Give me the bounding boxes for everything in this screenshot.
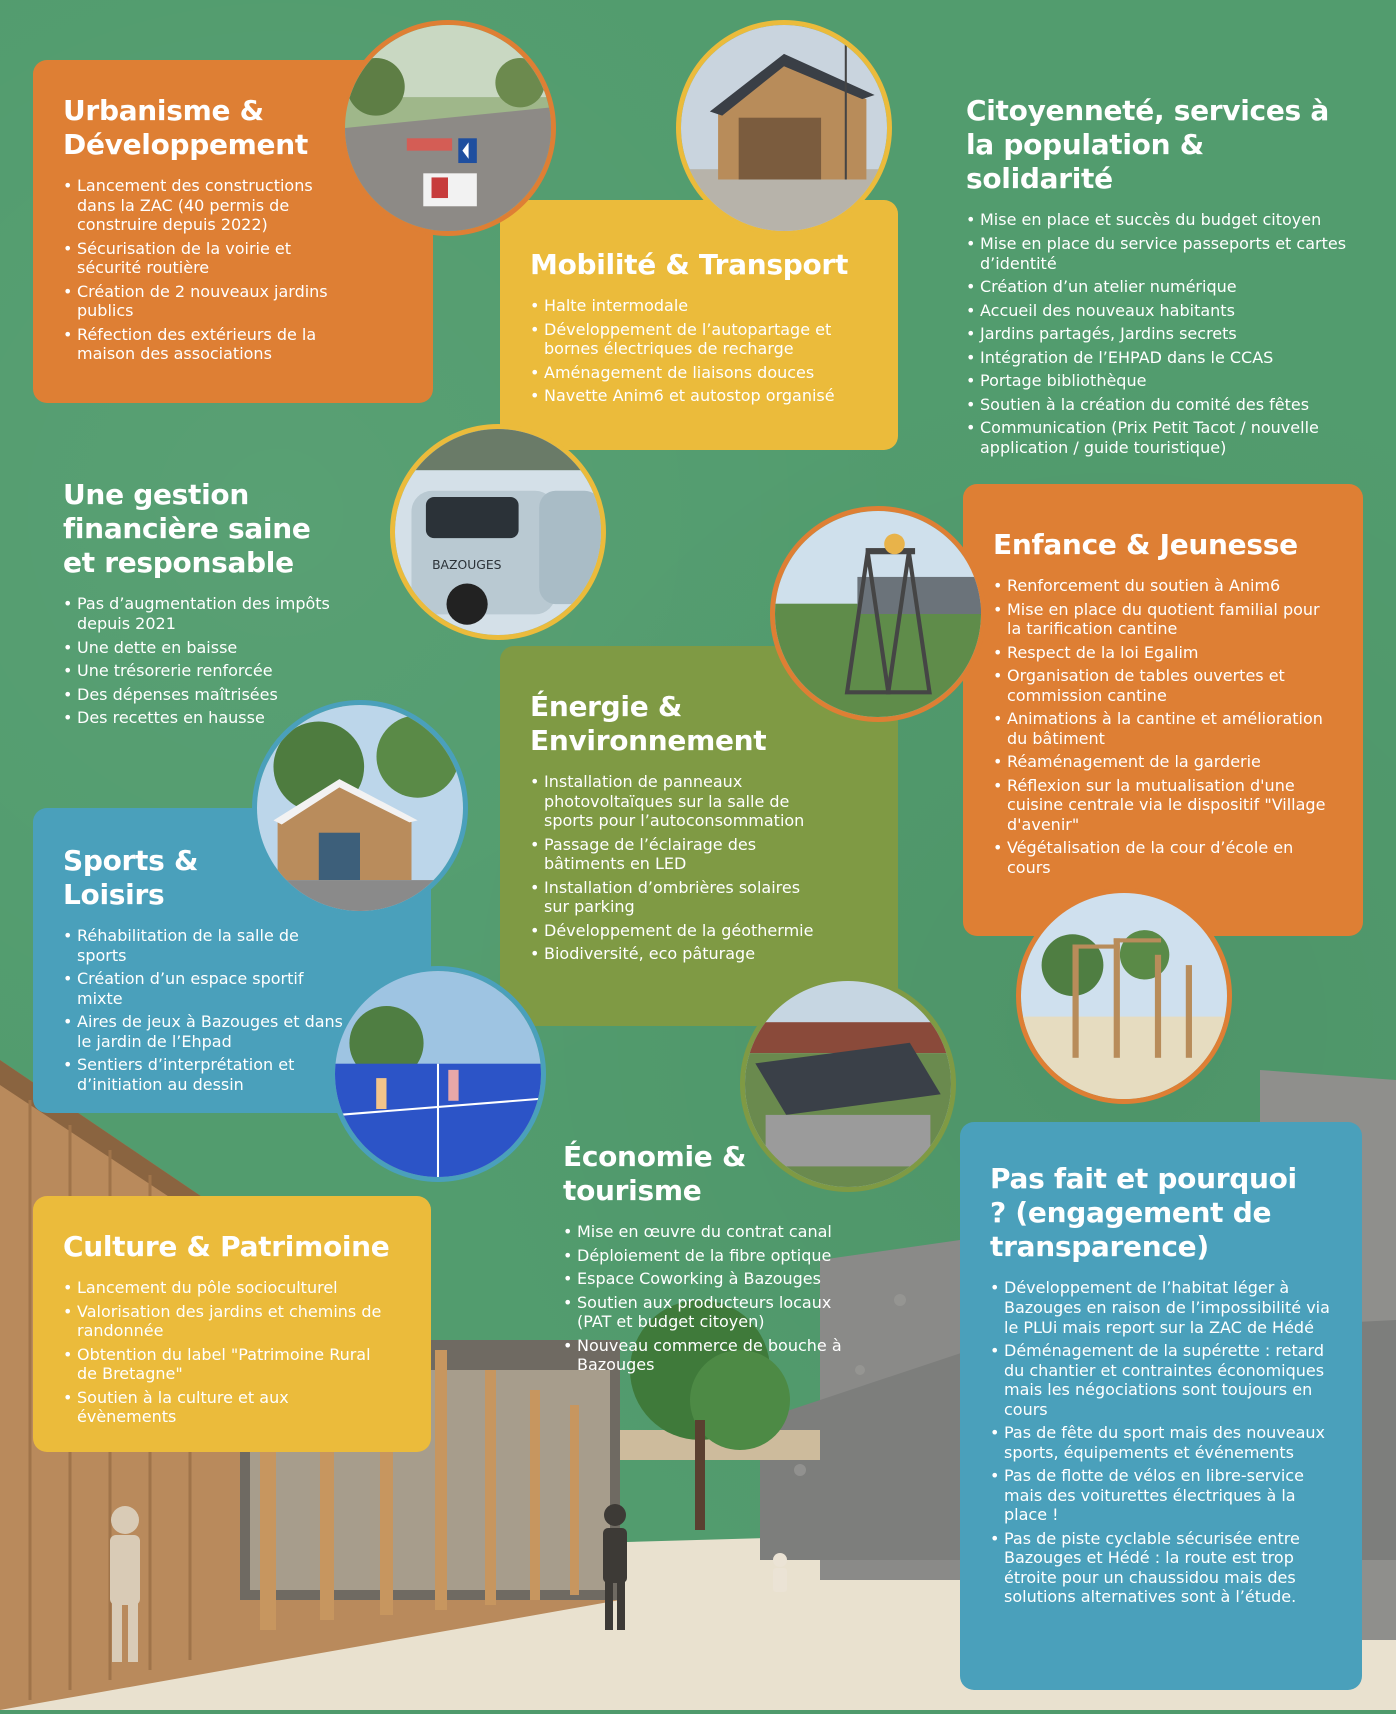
list-item: • Installation d’ombrières solaires sur parking [530, 878, 830, 917]
list-item: • Navette Anim6 et autostop organisé [530, 386, 868, 406]
mobilite-title: Mobilité & Transport [530, 248, 849, 281]
list-item: • Création d’un atelier numérique [966, 277, 1356, 297]
pasfait-list [990, 1278, 1332, 1606]
card-citoyennete [936, 64, 1376, 457]
list-item: • Pas de flotte de vélos en libre-service mais des voiturettes électriques à la place ! [990, 1466, 1332, 1525]
citoyennete-list [966, 210, 1356, 457]
photo-wooden-shelter [676, 20, 892, 236]
mobilite-list [530, 296, 868, 406]
list-item: • Renforcement du soutien à Anim6 [993, 576, 1333, 596]
list-item: • Jardins partagés, Jardins secrets [966, 324, 1356, 344]
enfance-list [993, 576, 1333, 877]
list-item: • Mise en place et succès du budget citoyen [966, 210, 1356, 230]
list-item: • Une dette en baisse [63, 638, 333, 658]
list-item: • Une trésorerie renforcée [63, 661, 333, 681]
list-item: • Animations à la cantine et amélioration du bâtiment [993, 709, 1333, 748]
list-item: • Développement de l’autopartage et bornes électriques de recharge [530, 320, 868, 359]
list-item: • Soutien aux producteurs locaux (PAT et budget citoyen) [563, 1293, 853, 1332]
photo-solar-carport [740, 976, 956, 1192]
economie-list [563, 1222, 853, 1375]
photo-padel-court [330, 966, 546, 1182]
photo-climbing-frame [1016, 888, 1232, 1104]
energie-title: Énergie & Environnement [530, 690, 767, 758]
card-gestion [33, 448, 353, 738]
list-item: • Installation de panneaux photovoltaïques sur la salle de sports pour l’autoconsommation [530, 772, 830, 831]
list-item: • Mise en œuvre du contrat canal [563, 1222, 853, 1242]
urbanisme-list [63, 176, 333, 364]
list-item: • Biodiversité, eco pâturage [530, 944, 830, 964]
list-item: • Création de 2 nouveaux jardins publics [63, 282, 333, 321]
list-item: • Aires de jeux à Bazouges et dans le jardin de l’Ehpad [63, 1012, 343, 1051]
gestion-title: Une gestion financière saine et responsable [63, 478, 311, 580]
list-item: • Des dépenses maîtrisées [63, 685, 333, 705]
list-item: • Communication (Prix Petit Tacot / nouvelle application / guide touristique) [966, 418, 1356, 457]
sports-title: Sports & Loisirs [63, 844, 199, 912]
list-item: • Sécurisation de la voirie et sécurité routière [63, 239, 333, 278]
list-item: • Réaménagement de la garderie [993, 752, 1333, 772]
list-item: • Pas de fête du sport mais des nouveaux sports, équipements et événements [990, 1423, 1332, 1462]
list-item: • Soutien à la culture et aux évènements [63, 1388, 393, 1427]
photo-electric-car [390, 424, 606, 640]
card-culture [33, 1196, 431, 1452]
list-item: • Lancement des constructions dans la ZAC (40 permis de construire depuis 2022) [63, 176, 333, 235]
enfance-title: Enfance & Jeunesse [993, 528, 1298, 561]
list-item: • Nouveau commerce de bouche à Bazouges [563, 1336, 853, 1375]
list-item: • Passage de l’éclairage des bâtiments en LED [530, 835, 830, 874]
list-item: • Soutien à la création du comité des fêtes [966, 395, 1356, 415]
photo-sports-hall [252, 700, 468, 916]
list-item: • Sentiers d’interprétation et d’initiation au dessin [63, 1055, 343, 1094]
list-item: • Déménagement de la supérette : retard du chantier et contraintes économiques mais les négociations sont toujours en cours [990, 1341, 1332, 1419]
list-item: • Organisation de tables ouvertes et commission cantine [993, 666, 1333, 705]
list-item: • Halte intermodale [530, 296, 868, 316]
list-item: • Lancement du pôle socioculturel [63, 1278, 393, 1298]
car-label: BAZOUGES [432, 558, 502, 573]
list-item: • Végétalisation de la cour d’école en cours [993, 838, 1333, 877]
photo-road-safety [340, 20, 556, 236]
list-item: • Création d’un espace sportif mixte [63, 969, 343, 1008]
card-enfance [963, 484, 1363, 936]
culture-list [63, 1278, 393, 1427]
list-item: • Accueil des nouveaux habitants [966, 301, 1356, 321]
economie-title: Économie & tourisme [563, 1140, 747, 1208]
list-item: • Développement de la géothermie [530, 921, 830, 941]
urbanisme-title: Urbanisme & Développement [63, 94, 308, 162]
gestion-list [63, 594, 333, 727]
list-item: • Intégration de l’EHPAD dans le CCAS [966, 348, 1356, 368]
card-pas-fait [960, 1122, 1362, 1690]
energie-list [530, 772, 830, 964]
list-item: • Aménagement de liaisons douces [530, 363, 868, 383]
card-mobilite [500, 200, 898, 450]
list-item: • Réhabilitation de la salle de sports [63, 926, 343, 965]
list-item: • Pas d’augmentation des impôts depuis 2021 [63, 594, 333, 633]
culture-title: Culture & Patrimoine [63, 1230, 390, 1263]
list-item: • Obtention du label "Patrimoine Rural de Bretagne" [63, 1345, 393, 1384]
sports-list [63, 926, 343, 1094]
list-item: • Développement de l’habitat léger à Bazouges en raison de l’impossibilité via le PLUi mais report sur la ZAC de Hédé [990, 1278, 1332, 1337]
list-item: • Valorisation des jardins et chemins de randonnée [63, 1302, 393, 1341]
list-item: • Des recettes en hausse [63, 708, 333, 728]
list-item: • Espace Coworking à Bazouges [563, 1269, 853, 1289]
photo-playground-swing [770, 506, 986, 722]
list-item: • Respect de la loi Egalim [993, 643, 1333, 663]
citoyennete-title: Citoyenneté, services à la population & solidarité [966, 94, 1329, 196]
list-item: • Pas de piste cyclable sécurisée entre Bazouges et Hédé : la route est trop étroite pour un chaussidou mais des solutions alternatives sont à l’étude. [990, 1529, 1332, 1607]
list-item: • Déploiement de la fibre optique [563, 1246, 853, 1266]
list-item: • Réflexion sur la mutualisation d'une cuisine centrale via le dispositif "Village d'avenir" [993, 776, 1333, 835]
list-item: • Réfection des extérieurs de la maison des associations [63, 325, 333, 364]
pasfait-title: Pas fait et pourquoi ? (engagement de transparence) [990, 1162, 1297, 1264]
list-item: • Mise en place du service passeports et cartes d’identité [966, 234, 1356, 273]
list-item: • Portage bibliothèque [966, 371, 1356, 391]
list-item: • Mise en place du quotient familial pour la tarification cantine [993, 600, 1333, 639]
